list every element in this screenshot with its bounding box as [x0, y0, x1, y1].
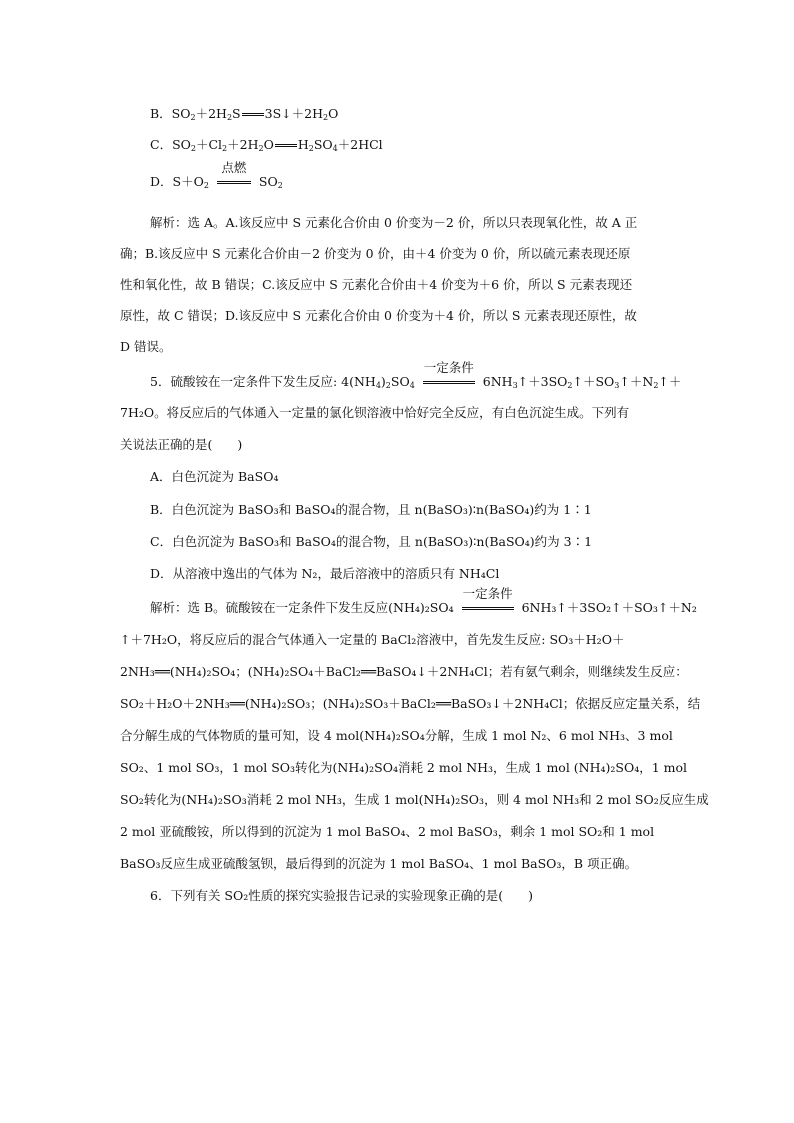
option-d: D．$S+O_2$ 点燃 $SO_2$ [150, 160, 283, 190]
equals-sign [275, 144, 297, 147]
analysis2-line-2: ↑＋7H₂O，将反应后的混合气体通入一定量的 BaCl₂溶液中，首先发生反应: SO₃＋H₂O＋ [120, 632, 625, 647]
analysis2-line-7: SO₂转化为(NH₄)₂SO₃消耗 2 mol NH₃，生成 1 mol(NH₄)₂SO₃，则 4 mol NH₃和 2 mol SO₂反应生成 [120, 792, 709, 807]
analysis2-line-3: 2NH₃══(NH₄)₂SO₄；(NH₄)₂SO₄＋BaCl₂══BaSO₄↓＋2NH₄Cl；若有氨气剩余，则继续发生反应： [120, 664, 688, 679]
analysis1-line-4: 原性，故 C 错误；D.该反应中 S 元素化合价由 0 价变为＋4 价，所以 S 元素表现还原性，故 [120, 308, 637, 323]
option-c-text-3: ＋2H [227, 137, 259, 152]
analysis2-text-2: 6NH₃↑＋3SO₂↑＋SO₃↑＋N₂ [521, 600, 697, 615]
q5-line-2: 7H₂O。将反应后的气体通入一定量的氯化钡溶液中恰好完全反应，有白色沉淀生成。下列有 [120, 405, 630, 420]
condition-label: 一定条件 [423, 360, 474, 375]
option-c-text-7: ＋2HCl [337, 137, 383, 152]
option-d-text-2: SO [258, 174, 278, 189]
q6-line: 6．下列有关 SO₂性质的探究实验报告记录的实验现象正确的是( ) [150, 888, 534, 903]
condition-arrow [423, 381, 475, 384]
q5-option-d: D．从溶液中逸出的气体为 N₂，最后溶液中的溶质只有 NH₄Cl [150, 566, 500, 581]
q5-option-c: C．白色沉淀为 BaSO₃和 BaSO₄的混合物，且 n(BaSO₃)∶n(BaSO₄)约为 3∶1 [150, 534, 593, 549]
option-c-text-2: ＋Cl [195, 137, 223, 152]
option-c: C．$SO_2+Cl_2+2H_2O$ $H_2SO_4+2HCl$ [150, 137, 383, 153]
option-b: B．$SO_2+2H_2S$ $3S↓+2H_2O$ [150, 106, 339, 122]
option-c-text-6: SO [313, 137, 333, 152]
option-d-text: D．S＋O [150, 174, 204, 189]
reaction-condition [217, 160, 251, 190]
option-b-text: B．SO [150, 106, 191, 121]
option-b-text-5: O [328, 106, 339, 121]
analysis1-line-1: 解析：选 A。A.该反应中 S 元素化合价由 0 价变为－2 价，所以只表现氧化性，故 A 正 [150, 215, 638, 230]
condition-arrow [217, 181, 251, 184]
option-c-text-4: O [263, 137, 274, 152]
analysis2-line-8: 2 mol 亚硫酸铵，所以得到的沉淀为 1 mol BaSO₄、2 mol BaSO₃，剩余 1 mol SO₂和 1 mol [120, 824, 655, 839]
q5-products: 6NH [482, 374, 513, 389]
analysis1-line-2: 确；B.该反应中 S 元素化合价由－2 价变为 0 价，由＋4 价变为 0 价，所以硫元素表现还原 [120, 246, 631, 261]
reaction-condition [462, 586, 514, 616]
analysis1-line-5: D 错误。 [120, 339, 172, 354]
option-b-text-2: ＋2H [195, 106, 227, 121]
analysis2-line-6: SO₂、1 mol SO₃，1 mol SO₃转化为(NH₄)₂SO₄消耗 2 mol NH₃，生成 1 mol (NH₄)₂SO₄，1 mol [120, 760, 688, 775]
q5-option-a: A．白色沉淀为 BaSO₄ [150, 469, 279, 484]
analysis2-line-4: SO₂＋H₂O＋2NH₃══(NH₄)₂SO₃；(NH₄)₂SO₃＋BaCl₂══BaSO₃↓＋2NH₄Cl；依据反应定量关系，结 [120, 696, 701, 711]
analysis2-text: 解析：选 B。硫酸铵在一定条件下发生反应(NH₄)₂SO₄ [150, 600, 454, 615]
analysis2-line-9: BaSO₃反应生成亚硫酸氢钡，最后得到的沉淀为 1 mol BaSO₄、1 mol BaSO₃，B 项正确。 [120, 856, 638, 871]
analysis2-line-5: 合分解生成的气体物质的量可知，设 4 mol(NH₄)₂SO₄分解，生成 1 mol N₂、6 mol NH₃、3 mol [120, 728, 673, 743]
q5-line-1: 5．硫酸铵在一定条件下发生反应: $4(NH_4)_2SO_4$ 一定条件 $6NH_3↑+3SO_2↑+SO_3↑+N_2↑+$ [150, 360, 682, 390]
q5-line-3: 关说法正确的是( ) [120, 437, 243, 452]
condition-arrow [462, 607, 514, 610]
q5-intro: 5．硫酸铵在一定条件下发生反应: 4(NH [150, 374, 376, 389]
equals-sign [242, 113, 264, 116]
reaction-condition [423, 360, 475, 390]
analysis2-line-1 [150, 586, 697, 616]
option-c-text: C．SO [150, 137, 191, 152]
analysis1-line-3: 性和氧化性，故 B 错误；C.该反应中 S 元素化合价由＋4 价变为＋6 价，所以 S 元素表现还 [120, 277, 633, 292]
condition-label: 点燃 [221, 160, 247, 175]
option-c-text-5: H [297, 137, 309, 152]
option-b-text-4: 3S↓＋2H [264, 106, 323, 121]
option-b-text-3: S [232, 106, 241, 121]
condition-label: 一定条件 [462, 586, 513, 601]
q5-option-b: B．白色沉淀为 BaSO₃和 BaSO₄的混合物，且 n(BaSO₃)∶n(BaSO₄)约为 1∶1 [150, 502, 592, 517]
